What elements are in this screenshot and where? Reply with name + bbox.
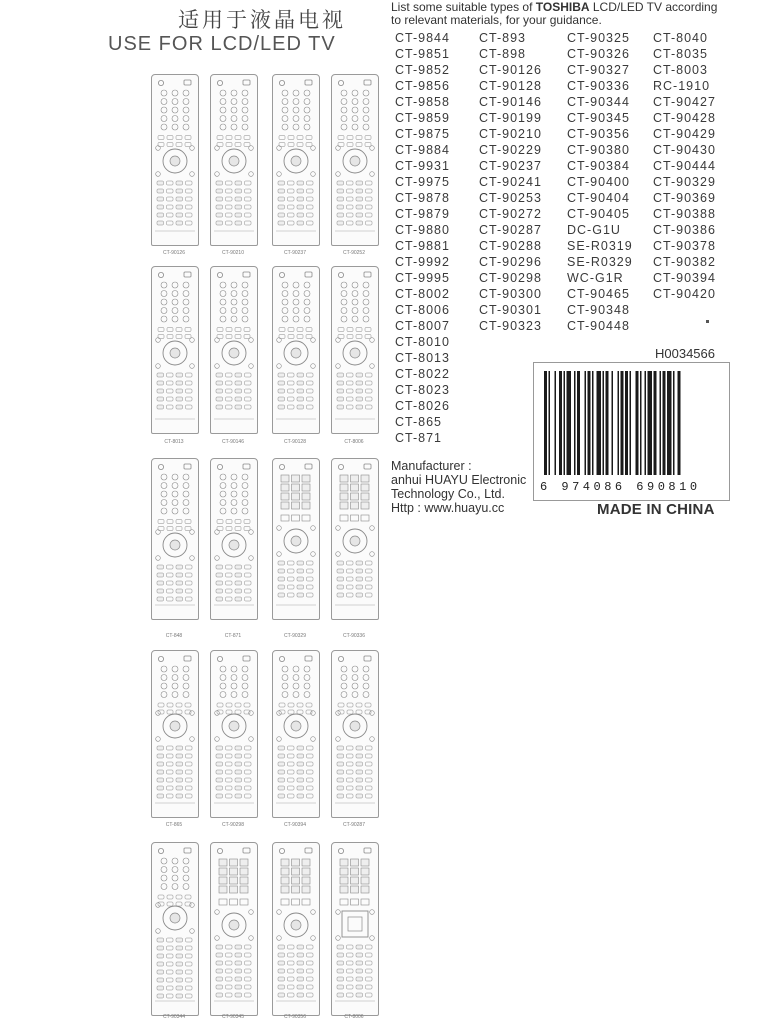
remote-illustration bbox=[272, 266, 320, 434]
barcode-bars bbox=[544, 371, 720, 475]
model-item: WC-G1R bbox=[567, 271, 624, 285]
remote-illustration bbox=[272, 842, 320, 1016]
model-item: CT-90326 bbox=[567, 47, 630, 61]
model-item: CT-90128 bbox=[479, 79, 542, 93]
remote-drawing bbox=[332, 651, 378, 817]
product-code: H0034566 bbox=[655, 346, 715, 361]
model-item: CT-90272 bbox=[479, 207, 542, 221]
model-item: CT-90241 bbox=[479, 175, 542, 189]
barcode-bar bbox=[648, 371, 653, 475]
model-item: CT-90301 bbox=[479, 303, 542, 317]
barcode-bar bbox=[654, 371, 657, 475]
barcode-bar bbox=[612, 371, 614, 475]
model-item: CT-90287 bbox=[479, 223, 542, 237]
model-item: CT-9856 bbox=[395, 79, 450, 93]
model-item: CT-90427 bbox=[653, 95, 716, 109]
model-item: CT-9880 bbox=[395, 223, 450, 237]
model-item: CT-90126 bbox=[479, 63, 542, 77]
model-item: CT-8007 bbox=[395, 319, 450, 333]
remote-illustration bbox=[331, 458, 379, 620]
barcode-bar bbox=[564, 371, 566, 475]
remote-illustration bbox=[151, 74, 199, 246]
remote-model-caption: CT-848 bbox=[165, 633, 183, 639]
remote-drawing bbox=[273, 651, 319, 817]
barcode-bar bbox=[555, 371, 557, 475]
model-item: CT-9844 bbox=[395, 31, 450, 45]
model-item: CT-865 bbox=[395, 415, 442, 429]
remote-model-caption: CT-90237 bbox=[284, 250, 306, 256]
model-item: CT-90430 bbox=[653, 143, 716, 157]
made-in-label: MADE IN CHINA bbox=[597, 501, 715, 518]
model-item: CT-9859 bbox=[395, 111, 450, 125]
website-link[interactable]: www.huayu.cc bbox=[424, 501, 505, 515]
manufacturer-label: Manufacturer : bbox=[391, 459, 472, 473]
model-item: CT-90210 bbox=[479, 127, 542, 141]
model-item: CT-90146 bbox=[479, 95, 542, 109]
remote-model-caption: CT-90345 bbox=[222, 1014, 244, 1020]
model-item: CT-90448 bbox=[567, 319, 630, 333]
model-item: CT-9884 bbox=[395, 143, 450, 157]
barcode-bar bbox=[574, 371, 576, 475]
model-item: CT-90336 bbox=[567, 79, 630, 93]
model-item: CT-8035 bbox=[653, 47, 708, 61]
remote-drawing bbox=[152, 459, 198, 619]
manufacturer-name-2: Technology Co., Ltd. bbox=[391, 487, 505, 501]
model-item: CT-9851 bbox=[395, 47, 450, 61]
barcode-bar bbox=[621, 371, 624, 475]
model-item: CT-90465 bbox=[567, 287, 630, 301]
remote-illustration bbox=[331, 74, 379, 246]
model-item: CT-9975 bbox=[395, 175, 450, 189]
barcode-bar bbox=[577, 371, 580, 475]
barcode-bar bbox=[663, 371, 666, 475]
model-item: CT-90429 bbox=[653, 127, 716, 141]
model-item: CT-90199 bbox=[479, 111, 542, 125]
barcode-bar bbox=[549, 371, 551, 475]
remote-drawing bbox=[211, 267, 257, 433]
model-item: CT-9852 bbox=[395, 63, 450, 77]
barcode-bar bbox=[678, 371, 681, 475]
model-column-3 bbox=[567, 30, 633, 334]
model-item: CT-8002 bbox=[395, 287, 450, 301]
barcode-bar bbox=[618, 371, 620, 475]
model-item: CT-90384 bbox=[567, 159, 630, 173]
title-chinese: 适用于液晶电视 bbox=[178, 8, 346, 32]
model-item: CT-90344 bbox=[567, 95, 630, 109]
model-item: CT-8026 bbox=[395, 399, 450, 413]
remote-illustration bbox=[272, 650, 320, 818]
model-item: CT-8010 bbox=[395, 335, 450, 349]
remote-illustration bbox=[210, 266, 258, 434]
model-item: CT-90323 bbox=[479, 319, 542, 333]
model-item: CT-90380 bbox=[567, 143, 630, 157]
model-column-2 bbox=[479, 30, 542, 334]
remote-model-caption: CT-8006 bbox=[344, 439, 364, 445]
manufacturer-block bbox=[391, 459, 526, 515]
model-item: CT-90404 bbox=[567, 191, 630, 205]
model-item: CT-90300 bbox=[479, 287, 542, 301]
barcode-number: 6 974086 690810 bbox=[540, 480, 701, 494]
model-item: CT-9878 bbox=[395, 191, 450, 205]
model-item: CT-90327 bbox=[567, 63, 630, 77]
remote-illustration bbox=[210, 650, 258, 818]
model-item: CT-90325 bbox=[567, 31, 630, 45]
barcode-bar bbox=[667, 371, 672, 475]
barcode-bar bbox=[673, 371, 675, 475]
stray-mark bbox=[706, 320, 709, 323]
remote-drawing bbox=[273, 843, 319, 1015]
model-item: CT-90288 bbox=[479, 239, 542, 253]
model-item: CT-8003 bbox=[653, 63, 708, 77]
model-item: CT-90388 bbox=[653, 207, 716, 221]
remote-model-caption: CT-90146 bbox=[222, 439, 244, 445]
model-item: CT-90420 bbox=[653, 287, 716, 301]
remote-illustration bbox=[272, 74, 320, 246]
barcode-bar bbox=[636, 371, 639, 475]
barcode-bar bbox=[603, 371, 605, 475]
model-item: CT-9875 bbox=[395, 127, 450, 141]
barcode bbox=[533, 362, 730, 501]
barcode-bar bbox=[567, 371, 572, 475]
model-item: CT-871 bbox=[395, 431, 442, 445]
model-item: CT-90348 bbox=[567, 303, 630, 317]
remote-drawing bbox=[273, 75, 319, 245]
intro-prefix: List some suitable types of bbox=[391, 0, 536, 14]
remote-illustration bbox=[331, 650, 379, 818]
remote-illustration bbox=[151, 842, 199, 1016]
remote-drawing bbox=[273, 267, 319, 433]
barcode-bar bbox=[660, 371, 662, 475]
model-item: CT-90356 bbox=[567, 127, 630, 141]
barcode-bar bbox=[585, 371, 587, 475]
remote-illustration bbox=[272, 458, 320, 620]
remote-model-caption: CT-90126 bbox=[163, 250, 185, 256]
remote-model-caption: CT-90252 bbox=[343, 250, 365, 256]
model-item: CT-8022 bbox=[395, 367, 450, 381]
model-item: CT-8023 bbox=[395, 383, 450, 397]
model-item: CT-9879 bbox=[395, 207, 450, 221]
model-item: CT-8040 bbox=[653, 31, 708, 45]
remote-drawing bbox=[273, 459, 319, 619]
remote-drawing bbox=[332, 75, 378, 245]
barcode-bar bbox=[606, 371, 609, 475]
remote-model-caption: CT-865 bbox=[165, 822, 183, 828]
model-item: CT-90382 bbox=[653, 255, 716, 269]
remote-drawing bbox=[152, 651, 198, 817]
model-item: CT-90237 bbox=[479, 159, 542, 173]
remote-drawing bbox=[211, 75, 257, 245]
remote-drawing bbox=[211, 843, 257, 1015]
model-column-1 bbox=[395, 30, 450, 446]
remote-illustration bbox=[151, 458, 199, 620]
remote-model-caption: CT-90329 bbox=[284, 633, 306, 639]
model-item: CT-9858 bbox=[395, 95, 450, 109]
barcode-bar bbox=[544, 371, 547, 475]
model-item: CT-90378 bbox=[653, 239, 716, 253]
model-item: DC-G1U bbox=[567, 223, 621, 237]
model-item: CT-90253 bbox=[479, 191, 542, 205]
model-item: CT-90298 bbox=[479, 271, 542, 285]
model-item: CT-90386 bbox=[653, 223, 716, 237]
remote-illustration bbox=[210, 842, 258, 1016]
remote-illustration bbox=[331, 266, 379, 434]
remote-model-caption: CT-90356 bbox=[284, 1014, 306, 1020]
remote-drawing bbox=[332, 459, 378, 619]
model-column-4 bbox=[653, 30, 716, 302]
remote-drawing bbox=[152, 75, 198, 245]
remote-drawing bbox=[211, 459, 257, 619]
barcode-bar bbox=[640, 371, 642, 475]
remote-illustration bbox=[151, 650, 199, 818]
model-item: CT-90394 bbox=[653, 271, 716, 285]
remote-model-caption: CT-90287 bbox=[343, 822, 365, 828]
model-item: CT-8006 bbox=[395, 303, 450, 317]
barcode-bar bbox=[559, 371, 562, 475]
barcode-bar bbox=[597, 371, 602, 475]
remote-model-caption: CT-90394 bbox=[284, 822, 306, 828]
remote-model-caption: CT-871 bbox=[224, 633, 242, 639]
manufacturer-name-1: anhui HUAYU Electronic bbox=[391, 473, 527, 487]
model-item: CT-90428 bbox=[653, 111, 716, 125]
intro-line2: to relevant materials, for your guidance. bbox=[391, 13, 602, 27]
model-item: CT-90444 bbox=[653, 159, 716, 173]
model-item: CT-9995 bbox=[395, 271, 450, 285]
model-item: CT-90296 bbox=[479, 255, 542, 269]
model-item: CT-90329 bbox=[653, 175, 716, 189]
model-item: CT-90400 bbox=[567, 175, 630, 189]
barcode-bar bbox=[592, 371, 594, 475]
remote-drawing bbox=[332, 843, 378, 1015]
barcode-bar bbox=[630, 371, 632, 475]
remote-drawing bbox=[211, 651, 257, 817]
barcode-bar bbox=[645, 371, 647, 475]
model-item: CT-90229 bbox=[479, 143, 542, 157]
model-item: CT-893 bbox=[479, 31, 526, 45]
model-item: CT-90405 bbox=[567, 207, 630, 221]
remote-drawing bbox=[332, 267, 378, 433]
remote-model-caption: CT-90344 bbox=[163, 1014, 185, 1020]
model-item: SE-R0319 bbox=[567, 239, 633, 253]
http-label: Http : bbox=[391, 501, 425, 515]
remote-model-caption: CT-90336 bbox=[343, 633, 365, 639]
barcode-bar bbox=[625, 371, 628, 475]
remote-model-caption: CT-90298 bbox=[222, 822, 244, 828]
intro-text bbox=[391, 1, 763, 27]
model-item: CT-9931 bbox=[395, 159, 450, 173]
barcode-bar bbox=[588, 371, 591, 475]
remote-model-caption: CT-90128 bbox=[284, 439, 306, 445]
remote-illustration bbox=[210, 74, 258, 246]
model-item: CT-90345 bbox=[567, 111, 630, 125]
model-item: CT-90369 bbox=[653, 191, 716, 205]
model-item: SE-R0329 bbox=[567, 255, 633, 269]
model-item: CT-9992 bbox=[395, 255, 450, 269]
intro-suffix: LCD/LED TV according bbox=[589, 0, 718, 14]
model-item: CT-9881 bbox=[395, 239, 450, 253]
remote-drawing bbox=[152, 843, 198, 1015]
remote-illustration bbox=[151, 266, 199, 434]
remote-model-caption: CT-8006 bbox=[344, 1014, 364, 1020]
remote-illustration bbox=[331, 842, 379, 1016]
remote-model-caption: CT-8013 bbox=[164, 439, 184, 445]
title-english: USE FOR LCD/LED TV bbox=[108, 33, 336, 55]
remote-drawing bbox=[152, 267, 198, 433]
remote-model-caption: CT-90210 bbox=[222, 250, 244, 256]
model-item: CT-898 bbox=[479, 47, 526, 61]
model-item: RC-1910 bbox=[653, 79, 711, 93]
model-item: CT-8013 bbox=[395, 351, 450, 365]
remote-illustration bbox=[210, 458, 258, 620]
brand-name: TOSHIBA bbox=[535, 0, 590, 14]
